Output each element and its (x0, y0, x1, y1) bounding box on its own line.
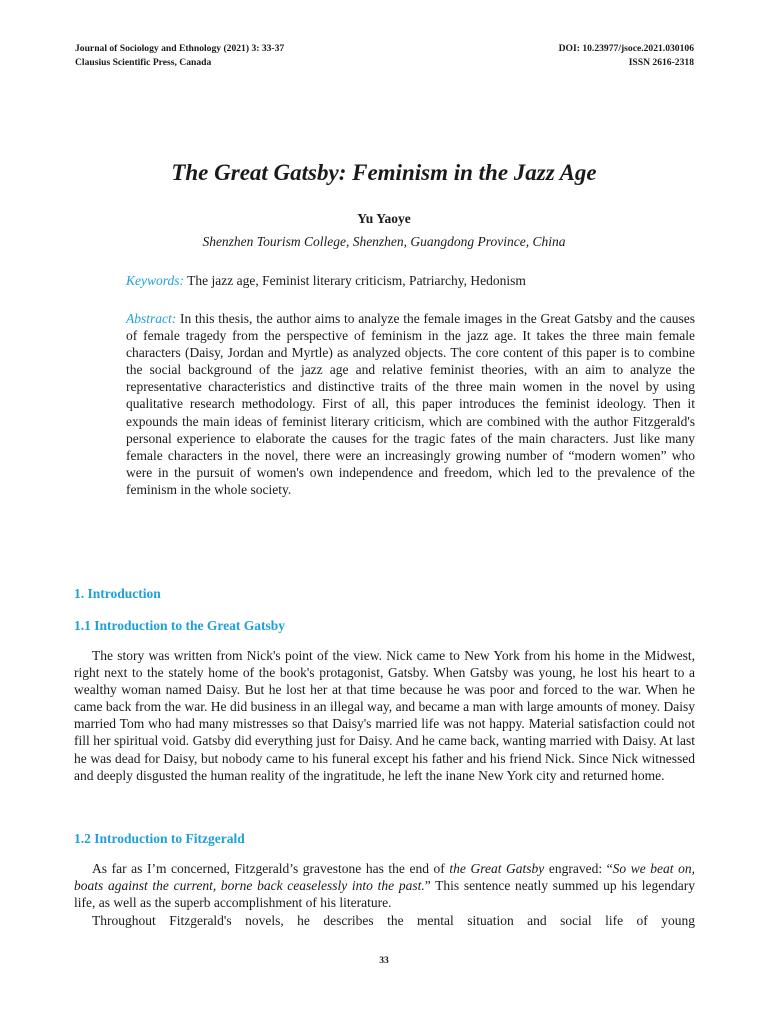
header-left (75, 42, 284, 70)
abstract-text: In this thesis, the author aims to analyze the female images in the Great Gatsby and the causes of female tragedy from the perspective of feminism in the jazz age. It takes the three main female characters (Daisy, Jordan and Myrtle) as analyzed objects. The core content of this paper is to combine the social background of the jazz age and relative feminist theories, with an aim to analyze the representative characteristics and distinctive traits of the three main women in the novel by using qualitative research methodology. First of all, this paper introduces the feminist ideology. Then it expounds the main ideas of feminist literary criticism, which are combined with the author Fitzgerald's personal experience to elaborate the causes for the tragic fates of the main characters. Just like many female characters in the novel, there were an increasingly growing number of “modern women” who were in the pursuit of women's own independence and freedom, which led to the prevalence of the feminism in the whole society. (126, 311, 695, 497)
author-name: Yu Yaoye (357, 211, 411, 226)
paragraph-gatsby-intro: The story was written from Nick's point of the view. Nick came to New York from his home in the Midwest, right next to the stately home of the book's protagonist, Gatsby. When Gatsby was young, he lost his heart to a wealthy woman named Daisy. But he lost her at that time because he was poor and forced to the war. When he came back from the war. He did business in an illegal way, and became a man with large amounts of money. Daisy married Tom who had many mistresses so that Daisy's married life was not happy. Material satisfaction could not fill her spiritual void. Gatsby did everything just for Daisy. And he came back, wanting married with Daisy. At last he was dead for Daisy, but nobody came to his funeral except his father and his friend Nick. Since Nick witnessed and deeply disgusted the human reality of the ingratitude, he left the inane New York city and returned home. (74, 648, 695, 783)
keywords-text: The jazz age, Feminist literary criticism, Patriarchy, Hedonism (187, 273, 526, 288)
subsection-heading-fitzgerald: 1.2 Introduction to Fitzgerald (74, 831, 245, 846)
publisher: Clausius Scientific Press, Canada (75, 57, 212, 68)
paragraph-fitzgerald-novels: Throughout Fitzgerald's novels, he describes the mental situation and social life of young (92, 913, 695, 928)
issn: ISSN 2616-2318 (628, 57, 694, 68)
header-right (559, 42, 694, 70)
section-heading-introduction: 1. Introduction (74, 586, 161, 601)
abstract-label: Abstract: (126, 311, 177, 326)
subsection-heading-gatsby: 1.1 Introduction to the Great Gatsby (74, 618, 286, 633)
keywords (126, 272, 694, 290)
paragraph-fitzgerald-intro (74, 860, 695, 911)
author-affiliation: Shenzhen Tourism College, Shenzhen, Guangdong Province, China (202, 234, 566, 249)
para-text: As far as I’m concerned, Fitzgerald’s gravestone has the end of (92, 861, 450, 876)
keywords-label: Keywords: (126, 273, 184, 288)
page-number: 33 (379, 955, 389, 966)
para-text: ” This sentence neatly summed up his legendary life, as well as the superb accomplishment of his literature. (74, 878, 695, 911)
abstract (126, 310, 695, 498)
quote-italic: So we beat on, boats against the current, borne back ceaselessly into the past. (74, 861, 696, 894)
paper-title: The Great Gatsby: Feminism in the Jazz Age (171, 160, 597, 185)
book-title-italic: the Great Gatsby (449, 861, 545, 876)
journal-citation: Journal of Sociology and Ethnology (2021) 3: 33-37 (75, 43, 285, 54)
para-text: engraved: “ (544, 861, 613, 876)
doi: DOI: 10.23977/jsoce.2021.030106 (558, 43, 694, 54)
